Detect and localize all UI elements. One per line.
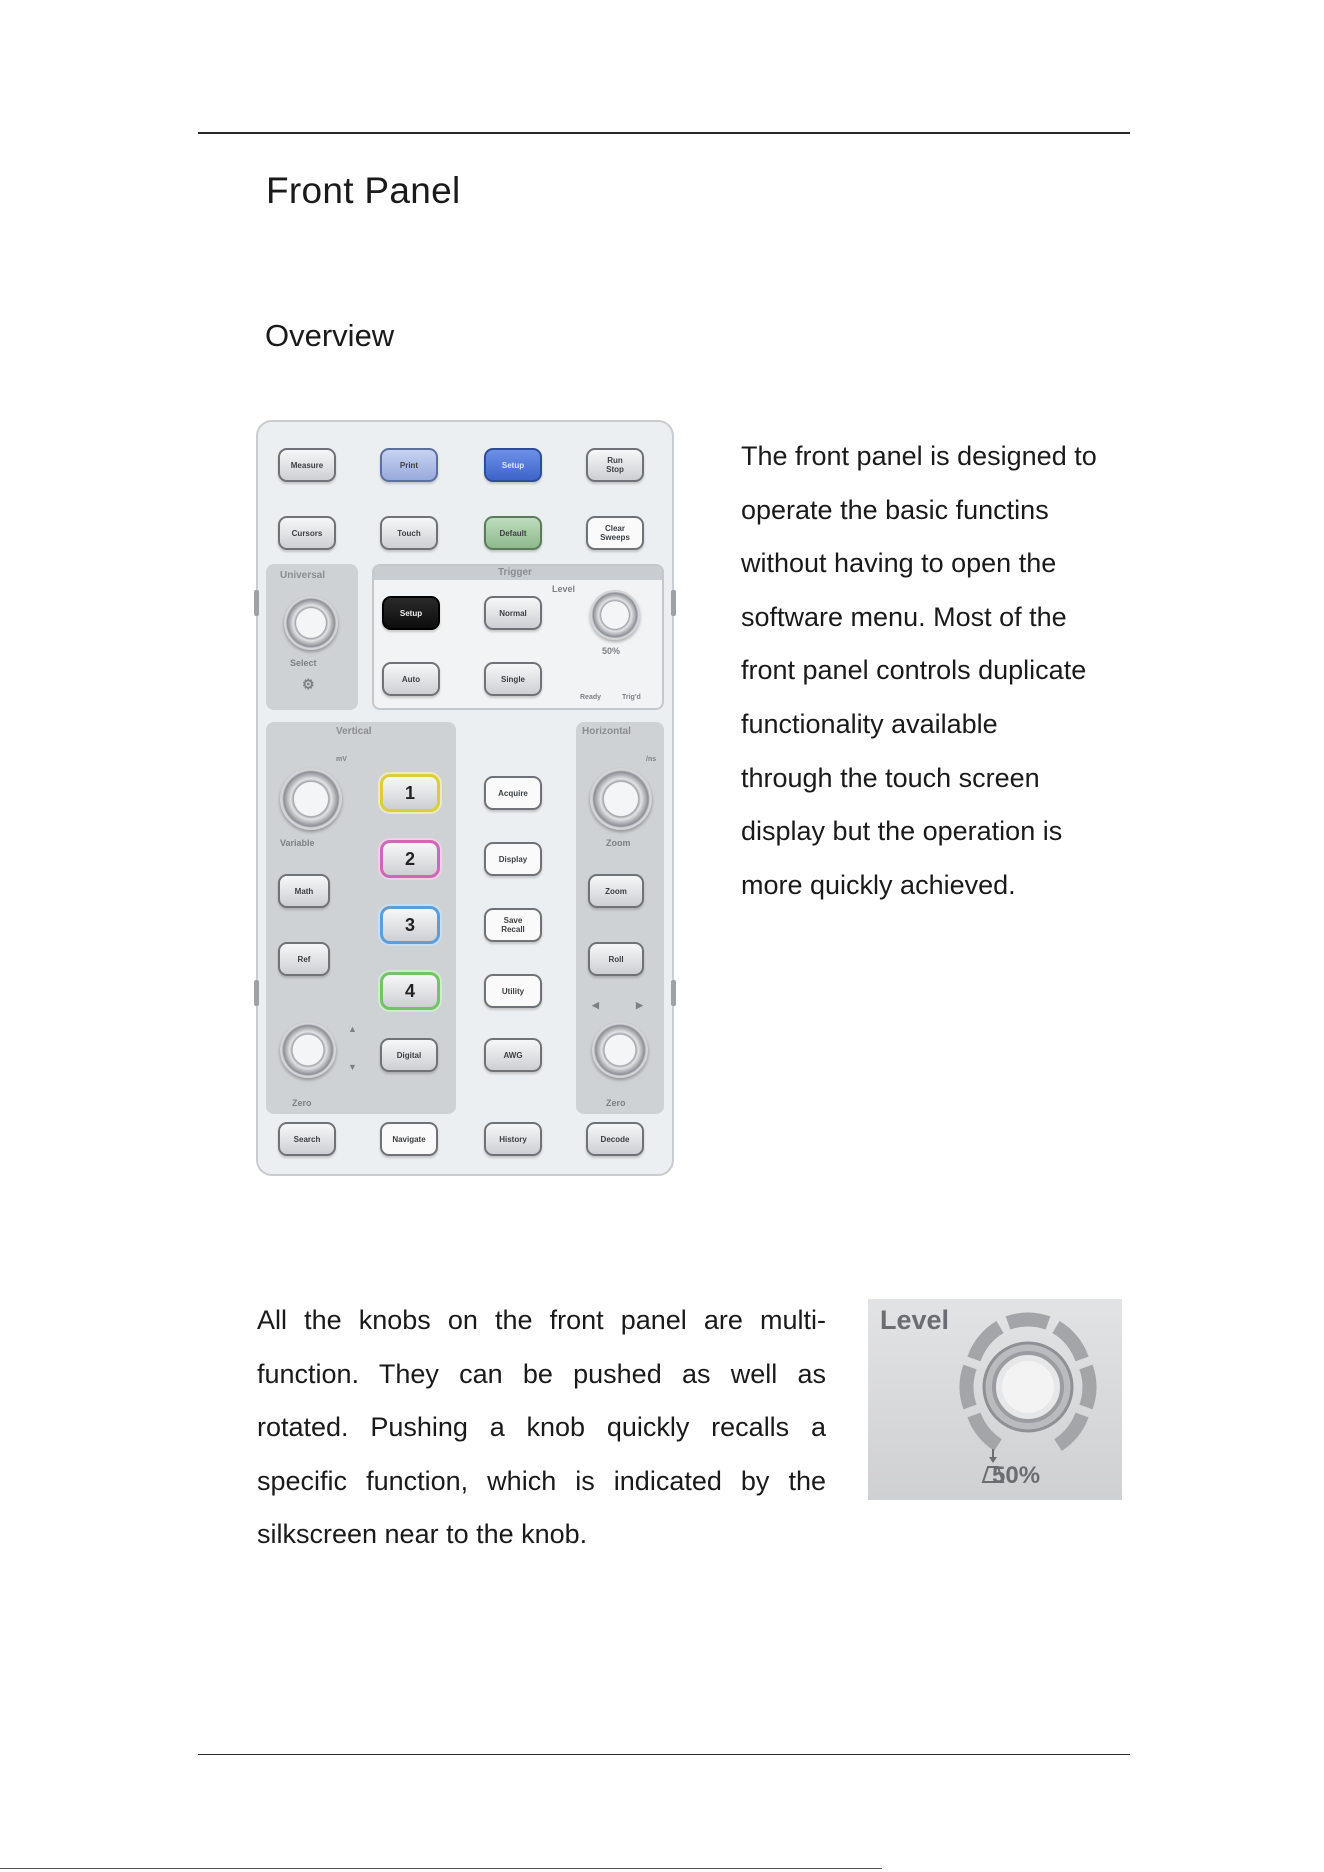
level-percent-label: 50% <box>602 646 621 656</box>
up-arrow-icon: ▲ <box>348 1024 357 1034</box>
run-stop-button: Run Stop <box>586 448 644 482</box>
header-rule <box>198 132 1130 134</box>
universal-group <box>266 564 358 710</box>
right-arrow-icon: ▶ <box>636 1000 643 1010</box>
paragraph-line: front panel controls duplicate <box>741 655 1087 686</box>
ready-indicator: Ready <box>580 694 602 701</box>
touch-button: Touch <box>380 516 438 550</box>
select-knob <box>284 596 338 650</box>
channel-1-button: 1 <box>380 774 440 812</box>
knobs-paragraph <box>257 1294 826 1562</box>
setup-button: Setup <box>484 448 542 482</box>
roll-button: Roll <box>588 942 644 976</box>
paragraph-line: software menu. Most of the <box>741 601 1067 632</box>
panel-notch <box>254 980 259 1006</box>
digital-button: Digital <box>380 1038 438 1072</box>
down-arrow-icon: ▼ <box>348 1062 357 1072</box>
left-arrow-icon: ◀ <box>592 1000 599 1010</box>
level-picture-value: 50% <box>992 1462 1041 1489</box>
horizontal-scale-knob <box>590 768 652 830</box>
channel-4-button: 4 <box>380 972 440 1010</box>
history-button: History <box>484 1122 542 1156</box>
channel-3-button: 3 <box>380 906 440 944</box>
panel-notch <box>254 590 259 616</box>
horizontal-title: Horizontal <box>582 726 631 737</box>
ref-button: Ref <box>278 942 330 976</box>
navigate-button: Navigate <box>380 1122 438 1156</box>
variable-label: Variable <box>280 838 315 848</box>
level-knob <box>590 590 640 640</box>
paragraph-line: more quickly achieved. <box>741 869 1016 900</box>
gear-icon: ⚙ <box>302 676 315 692</box>
search-button: Search <box>278 1122 336 1156</box>
paragraph-line: silkscreen near to the knob. <box>257 1519 588 1550</box>
vertical-units: mV <box>336 756 347 763</box>
select-label: Select <box>290 658 317 668</box>
normal-button: Normal <box>484 596 542 630</box>
page-title: Front Panel <box>266 170 461 211</box>
measure-button: Measure <box>278 448 336 482</box>
vertical-title: Vertical <box>336 726 372 737</box>
vertical-scale-knob <box>280 768 342 830</box>
utility-button: Utility <box>484 974 542 1008</box>
horizontal-units: /ns <box>646 756 657 763</box>
paragraph-line: operate the basic functins <box>741 494 1049 525</box>
zoom-button: Zoom <box>588 874 644 908</box>
paragraph-line: All the knobs on the front panel are multi- <box>257 1305 826 1335</box>
trigger-setup-button: Setup <box>382 596 440 630</box>
print-button: Print <box>380 448 438 482</box>
awg-button: AWG <box>484 1038 542 1072</box>
paragraph-line: specific function, which is indicated by the <box>257 1465 826 1496</box>
horizontal-position-knob <box>592 1022 648 1078</box>
paragraph-line: The front panel is designed to <box>741 441 1097 471</box>
front-panel-image <box>256 420 674 1176</box>
math-button: Math <box>278 874 330 908</box>
triggered-indicator: Trig'd <box>622 694 641 701</box>
level-picture-label: Level <box>880 1305 950 1335</box>
paragraph-line: through the touch screen <box>741 762 1040 793</box>
paragraph-line: display but the operation is <box>741 816 1063 847</box>
cursors-button: Cursors <box>278 516 336 550</box>
footer-rule <box>198 1754 1130 1755</box>
vertical-position-knob <box>280 1022 336 1078</box>
trigger-title: Trigger <box>498 567 532 578</box>
panel-notch <box>671 590 676 616</box>
page-edge-rule <box>0 1868 882 1869</box>
level-knob-image <box>868 1299 1122 1500</box>
vertical-zero-label: Zero <box>292 1098 312 1108</box>
save-recall-button: Save Recall <box>484 908 542 942</box>
zoom-knob-label: Zoom <box>606 838 631 848</box>
horizontal-group <box>576 722 664 1114</box>
display-button: Display <box>484 842 542 876</box>
level-label: Level <box>552 584 576 594</box>
paragraph-line: function. They can be pushed as well as <box>257 1358 826 1389</box>
channel-2-button: 2 <box>380 840 440 878</box>
acquire-button: Acquire <box>484 776 542 810</box>
panel-notch <box>671 980 676 1006</box>
paragraph-line: functionality available <box>741 708 998 739</box>
auto-button: Auto <box>382 662 440 696</box>
default-button: Default <box>484 516 542 550</box>
decode-button: Decode <box>586 1122 644 1156</box>
paragraph-line: without having to open the <box>741 548 1057 579</box>
horizontal-zero-label: Zero <box>606 1098 626 1108</box>
section-title: Overview <box>265 318 395 353</box>
overview-paragraph <box>741 430 1121 912</box>
universal-title: Universal <box>280 570 326 581</box>
clear-sweeps-button: Clear Sweeps <box>586 516 644 550</box>
paragraph-line: rotated. Pushing a knob quickly recalls a <box>257 1412 826 1443</box>
single-button: Single <box>484 662 542 696</box>
